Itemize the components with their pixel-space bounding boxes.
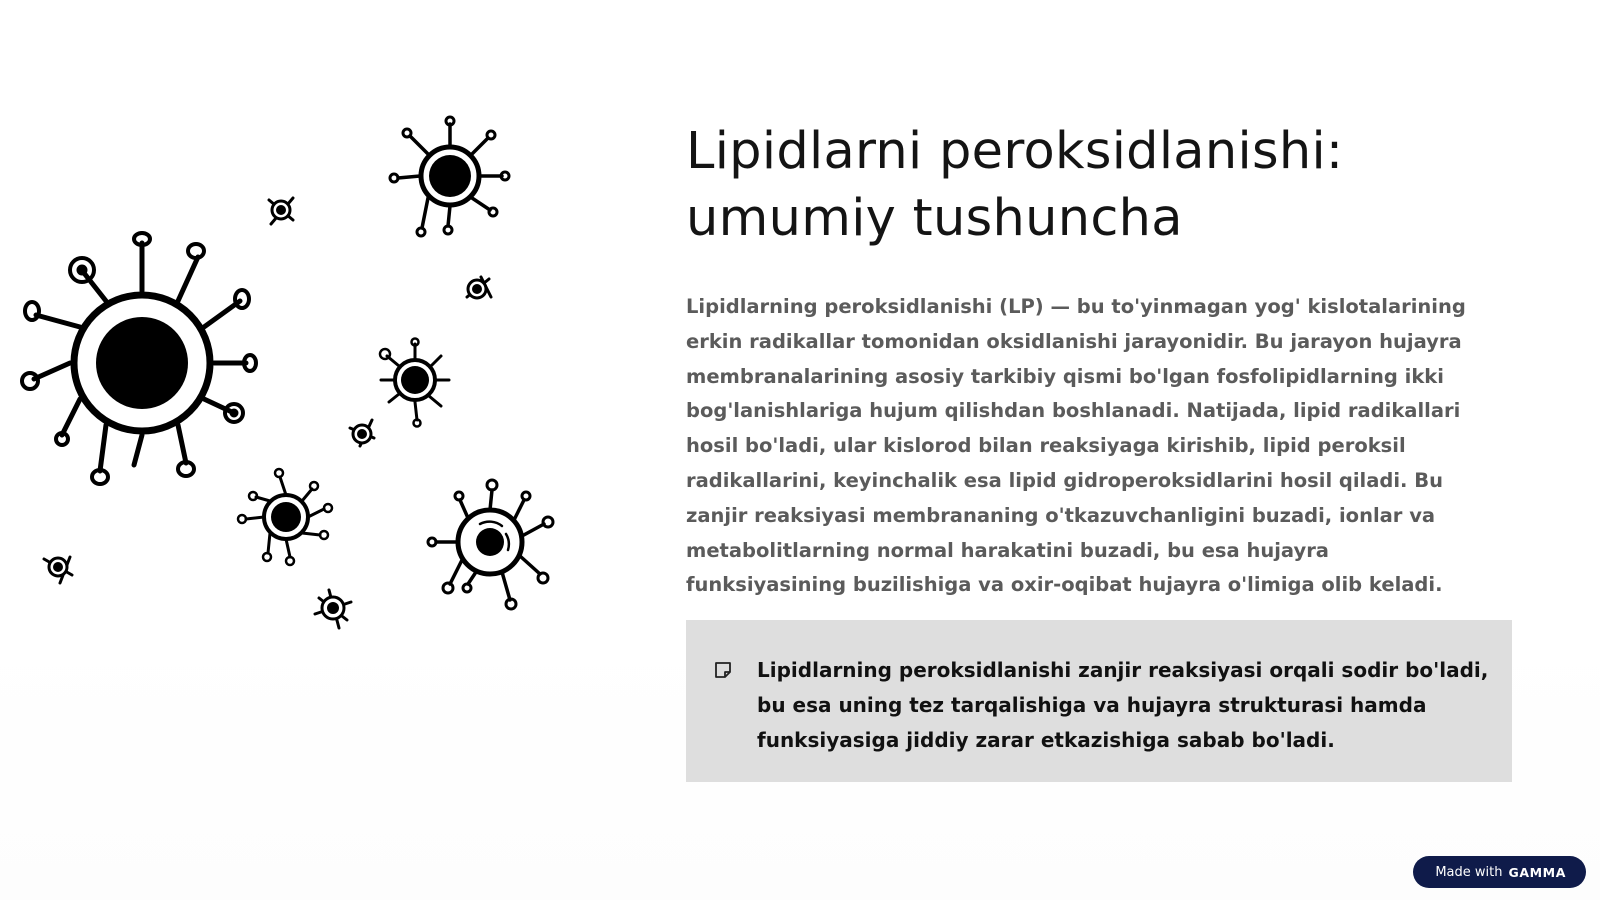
virus-icon	[380, 339, 449, 427]
gamma-logo: GAMMA	[1508, 864, 1566, 880]
note-icon	[713, 660, 733, 680]
virus-icon	[22, 233, 256, 484]
made-with-gamma-badge[interactable]	[1413, 856, 1586, 888]
virus-illustration	[0, 80, 600, 680]
callout-text: Lipidlarning peroksidlanishi zanjir reaksiyasi orqali sodir bo'ladi, bu esa uning tez tarqalishiga va hujayra strukturasi hamda funksiyasiga jiddiy zarar etkazishiga sabab bo'ladi.	[757, 658, 1489, 752]
virus-icon	[238, 469, 332, 565]
badge-prefix: Made with	[1435, 864, 1503, 880]
title-line-2: umumiy tushuncha	[686, 189, 1183, 248]
virus-icon	[467, 277, 491, 298]
virus-icon	[350, 420, 374, 446]
callout-box	[686, 620, 1512, 782]
virus-icon	[44, 557, 72, 583]
content-column	[686, 118, 1516, 782]
virus-icon	[390, 117, 509, 236]
slide-title	[686, 118, 1516, 252]
body-paragraph: Lipidlarning peroksidlanishi (LP) — bu to'yinmagan yog' kislotalarining erkin radikallar tomonidan oksidlanishi jarayonidir. Bu jarayon hujayra membranalarining asosiy tarkibiy qismi bo'lgan fosfolipidlarning ikki bog'lanishlariga hujum qilishdan boshlanadi. Natijada, lipid radikallari hosil bo'ladi, ular kislorod bilan reaksiyaga kirishib, lipid peroksil radikallarini, keyinchalik esa lipid gidroperoksidlarini hosil qiladi. Bu zanjir reaksiyasi membrananing o'tkazuvchanligini buzadi, ionlar va metabolitlarning normal harakatini buzadi, bu esa hujayra funksiyasining buzilishiga va oxir-oqibat hujayra o'limiga olib keladi.	[686, 295, 1466, 597]
virus-icon	[269, 198, 293, 224]
title-line-1: Lipidlarni peroksidlanishi:	[686, 122, 1344, 181]
virus-icon	[315, 590, 351, 628]
virus-icon	[428, 480, 553, 609]
